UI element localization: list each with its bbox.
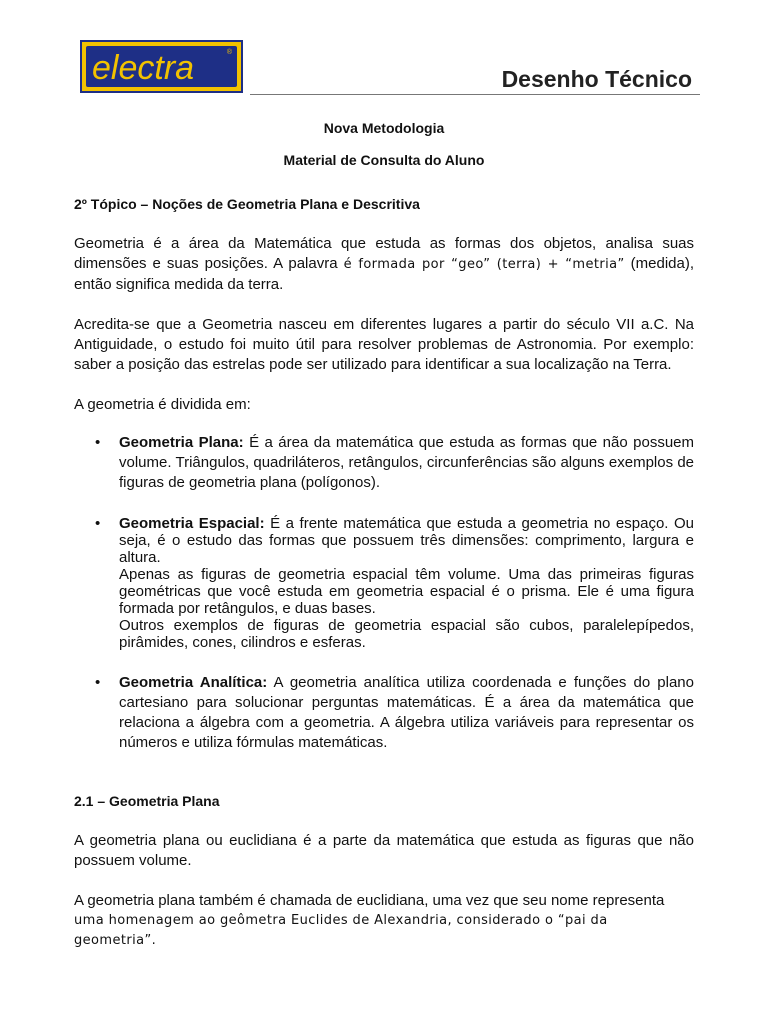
list-item-term: Geometria Analítica: xyxy=(119,674,268,691)
list-item-plane xyxy=(74,433,694,493)
paragraph-definition xyxy=(74,234,694,295)
section-heading-2-1: 2.1 – Geometria Plana xyxy=(74,793,220,809)
bullet-icon: • xyxy=(95,515,101,532)
list-item-text-2: Apenas as figuras de geometria espacial têm volume. Uma das primeiras figuras geométricas que você estuda em geometria espacial é o prisma. Ele é uma figura formada por retângulos, e duas bases. xyxy=(119,566,694,617)
geometry-types-list xyxy=(74,433,694,753)
paragraph-history: Acredita-se que a Geometria nasceu em diferentes lugares a partir do século VII a.C. Na Antiguidade, o estudo foi muito útil para resolver problemas de Astronomia. Por exemplo: saber a posição das estrelas pode ser utilizado para identificar a sua localização na Terra. xyxy=(74,316,694,373)
paragraph-euclidean-line-2: uma homenagem ao geômetra Euclides de Alexandria, considerado o “pai da geometria”. xyxy=(74,913,608,948)
logo-background xyxy=(86,46,237,87)
list-item-text-3: Outros exemplos de figuras de geometria espacial são cubos, paralelepípedos, pirâmides, cones, cilindros e esferas. xyxy=(119,617,694,651)
bullet-icon: • xyxy=(95,674,101,691)
intro-line-2: Material de Consulta do Aluno xyxy=(283,152,485,168)
list-item-text: É a área da matemática que estuda as formas que não possuem volume. Triângulos, quadriláteros, retângulos, circunferências são alguns exemplos de figuras de geometria plana (polígonos). xyxy=(119,434,694,491)
electra-logo xyxy=(80,40,243,93)
logo-registered-mark: ® xyxy=(226,49,232,56)
paragraph-euclidean-line-1: A geometria plana também é chamada de euclidiana, uma vez que seu nome representa xyxy=(74,892,665,909)
list-item-term: Geometria Plana: xyxy=(119,434,244,451)
list-item-text: É a frente matemática que estuda a geometria no espaço. Ou seja, é o estudo das formas que possuem três dimensões: comprimento, largura e altura. xyxy=(119,515,694,566)
list-item-spatial xyxy=(74,515,694,651)
list-item-term: Geometria Espacial: xyxy=(119,515,265,532)
paragraph-plane-definition: A geometria plana ou euclidiana é a parte da matemática que estuda as figuras que não possuem volume. xyxy=(74,832,694,869)
paragraph-definition-part-b: é formada por “geo” (terra) + “metria” xyxy=(343,257,625,272)
intro-line-1: Nova Metodologia xyxy=(323,120,445,136)
bullet-icon: • xyxy=(95,434,101,451)
topic-heading: 2º Tópico – Noções de Geometria Plana e Descritiva xyxy=(74,196,420,212)
list-item-text: A geometria analítica utiliza coordenada e funções do plano cartesiano para solucionar perguntas matemáticas. É a área da matemática que relaciona a álgebra com a geometria. A álgebra utiliza variáveis para representar os números e utiliza fórmulas matemáticas. xyxy=(119,674,694,751)
paragraph-definition-part-a: Geometria é a área da Matemática que estuda as formas dos objetos, analisa suas dimensões e suas posições. A palavra xyxy=(74,235,694,272)
page-header-title: Desenho Técnico xyxy=(501,66,692,92)
document-body xyxy=(74,118,694,951)
paragraph-euclidean xyxy=(74,891,694,951)
list-item-analytic xyxy=(74,673,694,753)
paragraph-division: A geometria é dividida em: xyxy=(74,396,251,413)
header-divider xyxy=(250,94,700,95)
logo-text: electra xyxy=(92,49,195,87)
paragraph-definition-part-c: (medida), então significa medida da terra. xyxy=(74,255,694,293)
